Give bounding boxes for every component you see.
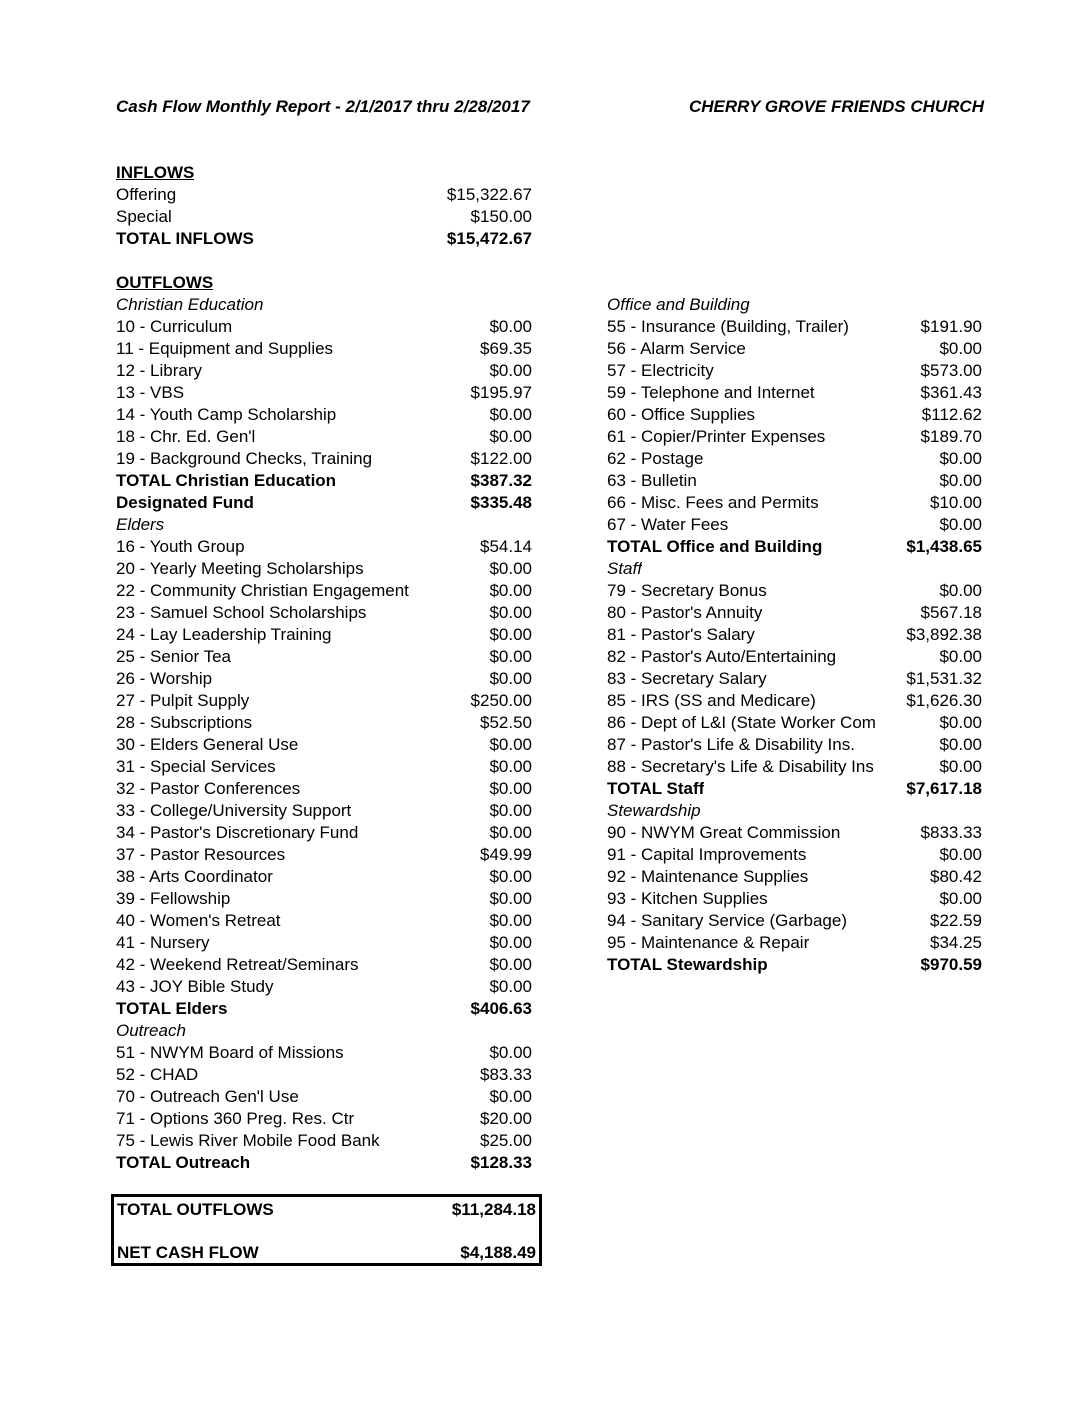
line-item-row	[116, 1086, 532, 1108]
line-item-value: $10.00	[930, 493, 982, 512]
line-item-row	[116, 624, 532, 646]
line-item-value: $833.33	[920, 823, 982, 842]
line-item-row	[116, 668, 532, 690]
section-title-text: Stewardship	[607, 801, 701, 820]
net-cash-flow-row	[117, 1242, 536, 1264]
total-value: $7,617.18	[906, 779, 982, 798]
line-item-value: $195.97	[470, 383, 532, 402]
elders-list	[116, 536, 532, 998]
line-item-label: 24 - Lay Leadership Training	[116, 625, 332, 644]
line-item-value: $0.00	[489, 889, 532, 908]
left-column	[116, 162, 532, 1174]
line-item-label: 39 - Fellowship	[116, 889, 231, 908]
line-item-row	[116, 316, 532, 338]
outreach-total-row	[116, 1152, 532, 1174]
line-item-label: 25 - Senior Tea	[116, 647, 231, 666]
line-item-value: $0.00	[939, 449, 982, 468]
line-item-value: $0.00	[489, 735, 532, 754]
line-item-value: $0.00	[939, 735, 982, 754]
line-item-row	[607, 712, 982, 734]
line-item-value: $1,626.30	[906, 691, 982, 710]
total-value: $406.63	[470, 999, 532, 1018]
line-item-row	[607, 624, 982, 646]
total-label: TOTAL Christian Education	[116, 471, 337, 490]
line-item-label: 23 - Samuel School Scholarships	[116, 603, 367, 622]
line-item-row	[116, 954, 532, 976]
line-item-label: 32 - Pastor Conferences	[116, 779, 301, 798]
line-item-value: $0.00	[489, 625, 532, 644]
line-item-value: $191.90	[920, 317, 982, 336]
section-title-text: Christian Education	[116, 295, 264, 314]
line-item-label: 28 - Subscriptions	[116, 713, 253, 732]
line-item-value: $52.50	[480, 713, 532, 732]
line-item-value: $567.18	[920, 603, 982, 622]
line-item-label: 86 - Dept of L&I (State Worker Com	[607, 713, 876, 732]
section-title-text: Staff	[607, 559, 642, 578]
total-outflows-row	[117, 1199, 536, 1221]
line-item-value: $0.00	[489, 1043, 532, 1062]
line-item-value: $0.00	[939, 713, 982, 732]
line-item-value: $573.00	[920, 361, 982, 380]
inflows-total-value: $15,472.67	[446, 229, 532, 248]
line-item-value: $0.00	[489, 823, 532, 842]
line-item-row	[116, 426, 532, 448]
line-item-value: $0.00	[939, 647, 982, 666]
line-item-label: 40 - Women's Retreat	[116, 911, 281, 930]
line-item-value: $80.42	[930, 867, 982, 886]
section-title-outreach	[116, 1020, 532, 1042]
line-item-label: 80 - Pastor's Annuity	[607, 603, 763, 622]
line-item-value: $49.99	[480, 845, 532, 864]
total-label: TOTAL Stewardship	[607, 955, 768, 974]
designated-fund-row	[116, 492, 532, 514]
line-item-label: 37 - Pastor Resources	[116, 845, 286, 864]
line-item-label: 57 - Electricity	[607, 361, 714, 380]
line-item-label: 90 - NWYM Great Commission	[607, 823, 841, 842]
section-title-christian-education	[116, 294, 532, 316]
line-item-row	[116, 338, 532, 360]
line-item-value: $0.00	[939, 757, 982, 776]
outflows-heading-row	[116, 272, 532, 294]
line-item-row	[116, 1130, 532, 1152]
line-item-label: 56 - Alarm Service	[607, 339, 746, 358]
line-item-row	[116, 360, 532, 382]
line-item-row	[116, 932, 532, 954]
line-item-label: 75 - Lewis River Mobile Food Bank	[116, 1131, 380, 1150]
inflows-total-row	[116, 228, 532, 250]
line-item-row	[607, 580, 982, 602]
total-label: TOTAL Office and Building	[607, 537, 823, 556]
section-title-text: Elders	[116, 515, 165, 534]
line-item-row	[116, 580, 532, 602]
line-item-label: 19 - Background Checks, Training	[116, 449, 373, 468]
line-item-row	[607, 734, 982, 756]
line-item-row	[607, 470, 982, 492]
line-item-value: $34.25	[930, 933, 982, 952]
line-item-value: $0.00	[489, 977, 532, 996]
line-item-label: Special	[116, 207, 172, 226]
line-item-value: $3,892.38	[906, 625, 982, 644]
net-cash-flow-label: NET CASH FLOW	[117, 1243, 259, 1262]
line-item-row	[116, 382, 532, 404]
line-item-value: $0.00	[489, 933, 532, 952]
line-item-row	[116, 448, 532, 470]
line-item-row	[607, 426, 982, 448]
line-item-row	[607, 448, 982, 470]
staff-list	[607, 580, 982, 778]
total-label: TOTAL Outreach	[116, 1153, 251, 1172]
line-item-row	[607, 492, 982, 514]
line-item-row	[116, 690, 532, 712]
line-item-value: $25.00	[480, 1131, 532, 1150]
line-item-value: $250.00	[470, 691, 532, 710]
line-item-row	[607, 646, 982, 668]
inflows-list	[116, 184, 532, 228]
line-item-row	[116, 602, 532, 624]
christian-education-total-row	[116, 470, 532, 492]
line-item-value: $0.00	[489, 757, 532, 776]
line-item-label: 71 - Options 360 Preg. Res. Ctr	[116, 1109, 355, 1128]
stewardship-list	[607, 822, 982, 954]
summary-totals-box	[111, 1194, 542, 1266]
line-item-label: 87 - Pastor's Life & Disability Ins.	[607, 735, 855, 754]
line-item-label: 59 - Telephone and Internet	[607, 383, 815, 402]
line-item-label: 16 - Youth Group	[116, 537, 245, 556]
line-item-row	[116, 184, 532, 206]
line-item-row	[116, 536, 532, 558]
line-item-row	[116, 1064, 532, 1086]
right-column	[607, 294, 982, 976]
line-item-label: 63 - Bulletin	[607, 471, 697, 490]
line-item-value: $0.00	[489, 405, 532, 424]
line-item-value: $0.00	[489, 1087, 532, 1106]
line-item-value: $189.70	[920, 427, 982, 446]
line-item-row	[116, 800, 532, 822]
line-item-label: 41 - Nursery	[116, 933, 210, 952]
line-item-row	[116, 888, 532, 910]
total-label: TOTAL Elders	[116, 999, 228, 1018]
line-item-label: 66 - Misc. Fees and Permits	[607, 493, 819, 512]
line-item-value: $54.14	[480, 537, 532, 556]
section-title-office-building	[607, 294, 982, 316]
line-item-label: 30 - Elders General Use	[116, 735, 299, 754]
total-value: $387.32	[470, 471, 532, 490]
section-title-elders	[116, 514, 532, 536]
staff-total-row	[607, 778, 982, 800]
line-item-value: $15,322.67	[446, 185, 532, 204]
line-item-label: 92 - Maintenance Supplies	[607, 867, 809, 886]
line-item-row	[116, 558, 532, 580]
christian-education-list	[116, 316, 532, 470]
line-item-row	[607, 888, 982, 910]
line-item-value: $69.35	[480, 339, 532, 358]
line-item-label: 13 - VBS	[116, 383, 185, 402]
line-item-row	[116, 1042, 532, 1064]
line-item-row	[607, 316, 982, 338]
line-item-row	[607, 338, 982, 360]
line-item-value: $361.43	[920, 383, 982, 402]
line-item-row	[607, 360, 982, 382]
line-item-value: $0.00	[489, 801, 532, 820]
line-item-label: 79 - Secretary Bonus	[607, 581, 767, 600]
line-item-label: 94 - Sanitary Service (Garbage)	[607, 911, 847, 930]
line-item-value: $0.00	[939, 339, 982, 358]
line-item-row	[116, 756, 532, 778]
line-item-value: $122.00	[470, 449, 532, 468]
line-item-value: $1,531.32	[906, 669, 982, 688]
line-item-label: 52 - CHAD	[116, 1065, 199, 1084]
line-item-label: 11 - Equipment and Supplies	[116, 339, 334, 358]
line-item-value: $0.00	[489, 911, 532, 930]
line-item-value: $0.00	[939, 845, 982, 864]
line-item-value: $112.62	[921, 405, 982, 424]
line-item-label: 27 - Pulpit Supply	[116, 691, 250, 710]
elders-total-row	[116, 998, 532, 1020]
line-item-value: $0.00	[939, 515, 982, 534]
line-item-label: 67 - Water Fees	[607, 515, 729, 534]
section-title-staff	[607, 558, 982, 580]
line-item-row	[116, 206, 532, 228]
line-item-row	[607, 690, 982, 712]
church-name: CHERRY GROVE FRIENDS CHURCH	[688, 97, 984, 116]
line-item-value: $0.00	[489, 559, 532, 578]
line-item-value: $0.00	[489, 317, 532, 336]
line-item-row	[116, 734, 532, 756]
line-item-value: $83.33	[480, 1065, 532, 1084]
line-item-label: 62 - Postage	[607, 449, 704, 468]
line-item-value: $0.00	[489, 427, 532, 446]
line-item-value: $0.00	[489, 867, 532, 886]
line-item-row	[116, 844, 532, 866]
line-item-row	[607, 822, 982, 844]
total-label: TOTAL Staff	[607, 779, 705, 798]
inflows-heading-row	[116, 162, 532, 184]
inflows-total-label: TOTAL INFLOWS	[116, 229, 254, 248]
line-item-label: 34 - Pastor's Discretionary Fund	[116, 823, 359, 842]
line-item-label: 91 - Capital Improvements	[607, 845, 807, 864]
office-building-list	[607, 316, 982, 536]
line-item-row	[607, 844, 982, 866]
line-item-label: 20 - Yearly Meeting Scholarships	[116, 559, 364, 578]
line-item-row	[116, 778, 532, 800]
line-item-row	[607, 602, 982, 624]
line-item-value: $20.00	[480, 1109, 532, 1128]
outreach-list	[116, 1042, 532, 1152]
designated-fund-value: $335.48	[470, 493, 532, 512]
total-value: $970.59	[920, 955, 982, 974]
line-item-label: 10 - Curriculum	[116, 317, 233, 336]
line-item-value: $0.00	[939, 889, 982, 908]
line-item-row	[607, 514, 982, 536]
line-item-label: 42 - Weekend Retreat/Seminars	[116, 955, 359, 974]
line-item-label: 93 - Kitchen Supplies	[607, 889, 768, 908]
line-item-value: $0.00	[489, 779, 532, 798]
line-item-label: 81 - Pastor's Salary	[607, 625, 755, 644]
line-item-value: $0.00	[489, 669, 532, 688]
line-item-value: $0.00	[489, 361, 532, 380]
line-item-value: $0.00	[939, 581, 982, 600]
line-item-row	[607, 668, 982, 690]
line-item-label: 31 - Special Services	[116, 757, 276, 776]
line-item-row	[116, 910, 532, 932]
line-item-row	[116, 646, 532, 668]
report-title: Cash Flow Monthly Report - 2/1/2017 thru 2/28/2017	[116, 97, 530, 116]
line-item-value: $0.00	[489, 647, 532, 666]
line-item-label: 83 - Secretary Salary	[607, 669, 767, 688]
line-item-label: 22 - Community Christian Engagement	[116, 581, 409, 600]
line-item-label: Offering	[116, 185, 177, 204]
line-item-label: 55 - Insurance (Building, Trailer)	[607, 317, 849, 336]
line-item-value: $0.00	[489, 955, 532, 974]
line-item-row	[116, 1108, 532, 1130]
line-item-row	[116, 866, 532, 888]
inflows-heading: INFLOWS	[116, 163, 195, 182]
section-title-stewardship	[607, 800, 982, 822]
line-item-row	[607, 756, 982, 778]
line-item-row	[607, 866, 982, 888]
total-outflows-value: $11,284.18	[451, 1200, 536, 1219]
line-item-row	[116, 712, 532, 734]
section-title-text: Office and Building	[607, 295, 750, 314]
line-item-row	[116, 976, 532, 998]
line-item-label: 95 - Maintenance & Repair	[607, 933, 810, 952]
line-item-label: 51 - NWYM Board of Missions	[116, 1043, 344, 1062]
line-item-label: 18 - Chr. Ed. Gen'l	[116, 427, 256, 446]
designated-fund-label: Designated Fund	[116, 493, 254, 512]
line-item-row	[607, 910, 982, 932]
line-item-row	[116, 822, 532, 844]
line-item-label: 88 - Secretary's Life & Disability Ins	[607, 757, 874, 776]
total-value: $1,438.65	[906, 537, 982, 556]
line-item-row	[116, 404, 532, 426]
line-item-label: 12 - Library	[116, 361, 202, 380]
office-building-total-row	[607, 536, 982, 558]
line-item-label: 85 - IRS (SS and Medicare)	[607, 691, 816, 710]
line-item-label: 38 - Arts Coordinator	[116, 867, 273, 886]
spacer	[116, 250, 532, 272]
line-item-row	[607, 404, 982, 426]
line-item-label: 60 - Office Supplies	[607, 405, 756, 424]
line-item-row	[607, 932, 982, 954]
line-item-value: $0.00	[489, 603, 532, 622]
total-outflows-label: TOTAL OUTFLOWS	[117, 1200, 274, 1219]
line-item-row	[607, 382, 982, 404]
line-item-label: 70 - Outreach Gen'l Use	[116, 1087, 299, 1106]
line-item-value: $22.59	[930, 911, 982, 930]
line-item-label: 33 - College/University Support	[116, 801, 352, 820]
line-item-value: $0.00	[489, 581, 532, 600]
total-value: $128.33	[470, 1153, 532, 1172]
line-item-label: 61 - Copier/Printer Expenses	[607, 427, 826, 446]
line-item-value: $150.00	[470, 207, 532, 226]
line-item-label: 82 - Pastor's Auto/Entertaining	[607, 647, 837, 666]
line-item-label: 43 - JOY Bible Study	[116, 977, 274, 996]
line-item-label: 14 - Youth Camp Scholarship	[116, 405, 337, 424]
stewardship-total-row	[607, 954, 982, 976]
section-title-text: Outreach	[116, 1021, 186, 1040]
line-item-label: 26 - Worship	[116, 669, 213, 688]
outflows-heading: OUTFLOWS	[116, 273, 214, 292]
net-cash-flow-value: $4,188.49	[460, 1243, 536, 1262]
line-item-value: $0.00	[939, 471, 982, 490]
